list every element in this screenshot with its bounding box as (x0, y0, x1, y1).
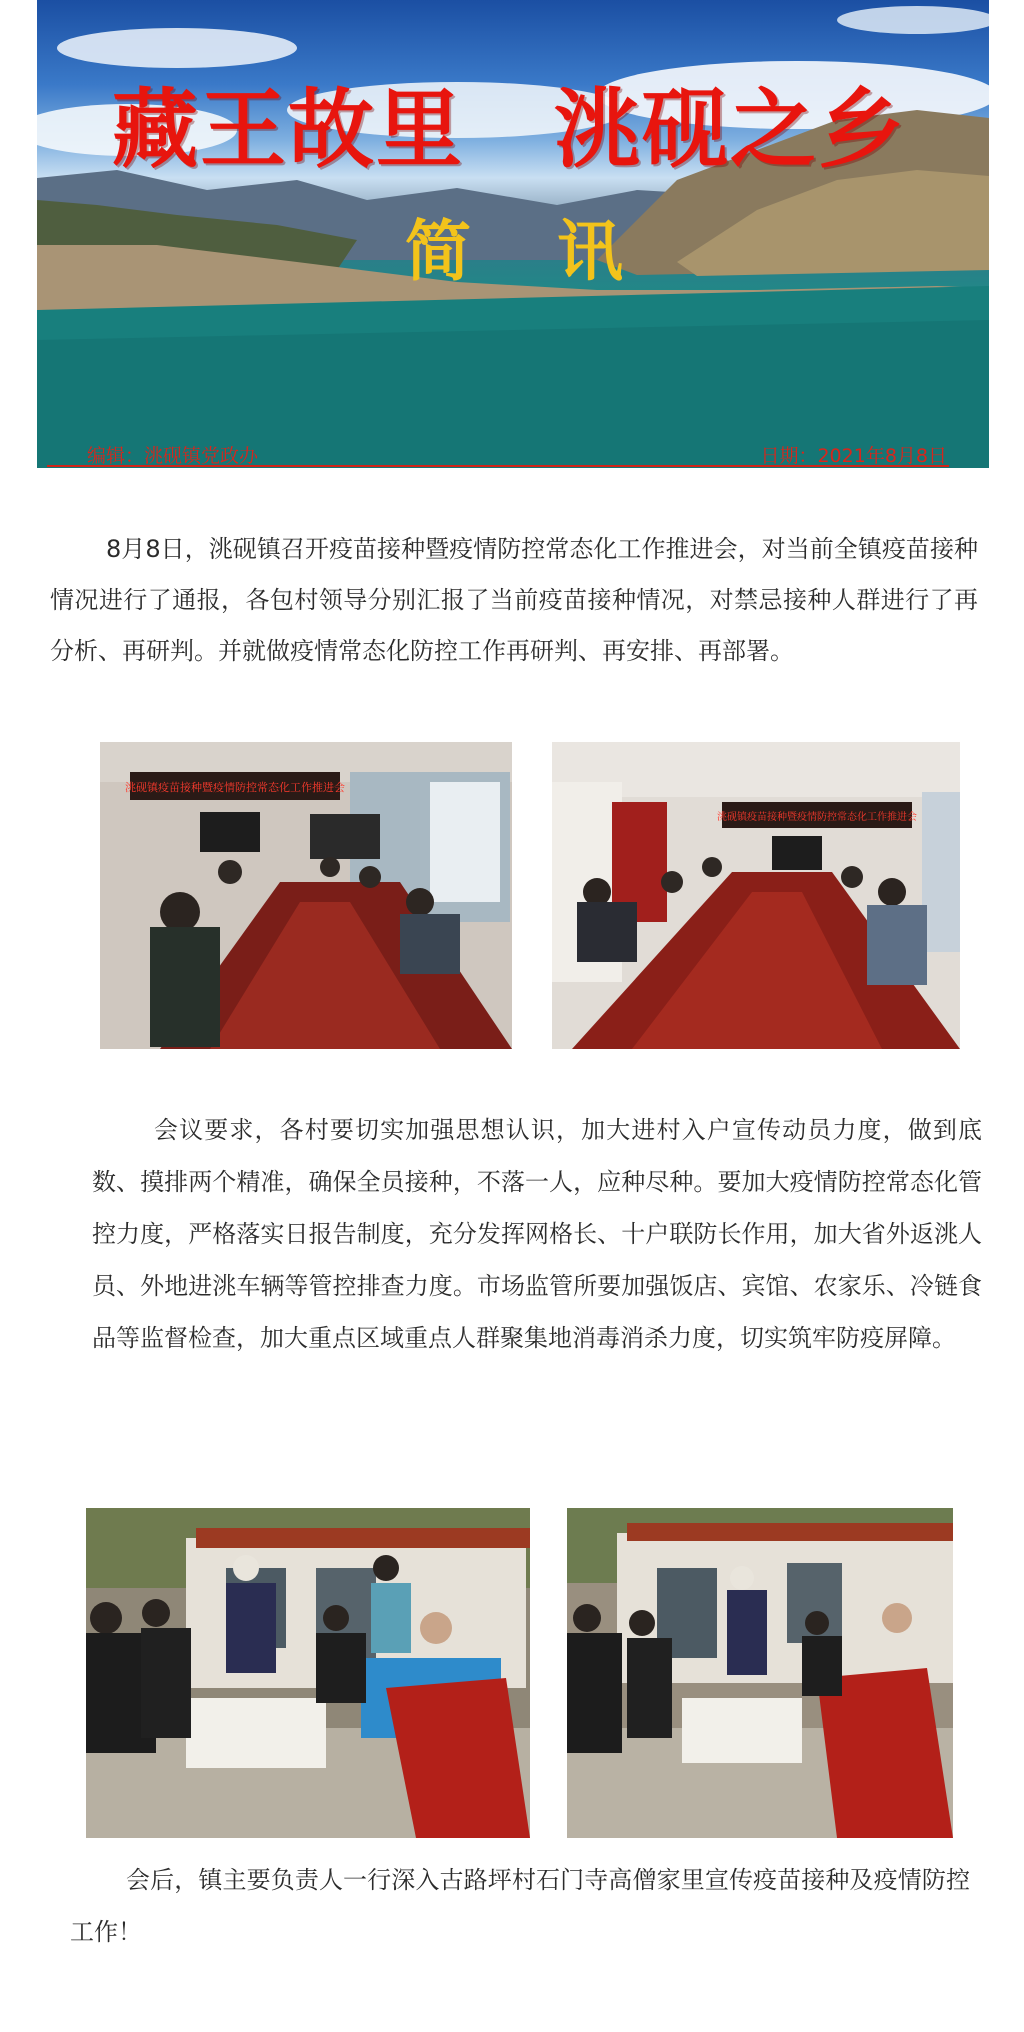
banner-title-left: 藏王故里 (112, 80, 464, 180)
meeting-photo-right (552, 742, 960, 1049)
led-banner-text: 洮砚镇疫苗接种暨疫情防控常态化工作推进会 (125, 781, 345, 794)
article-paragraph-3: 会后，镇主要负责人一行深入古路坪村石门寺高僧家里宣传疫苗接种及疫情防控工作！ (70, 1866, 970, 1946)
led-banner-text: 洮砚镇疫苗接种暨疫情防控常态化工作推进会 (717, 812, 917, 823)
article-paragraph-2: 会议要求，各村要切实加强思想认识，加大进村入户宣传动员力度，做到底数、摸排两个精准，确保全员接种，不落一人，应种尽种。要加大疫情防控常态化管控力度，严格落实日报告制度，充分发挥网格长、十户联防长作用，加大省外返洮人员、外地进洮车辆等管控排查力度。市场监管所要加强饭店、宾馆、农家乐、冷链食品等监督检查，加大重点区域重点人群聚集地消毒消杀力度，切实筑牢防疫屏障。 (92, 1116, 982, 1352)
visit-photo-right (567, 1508, 953, 1838)
visit-photo-left (86, 1508, 530, 1838)
banner-subtitle: 简讯 (405, 213, 709, 290)
banner-footer (37, 441, 989, 468)
editor-label: 编辑：洮砚镇党政办 (87, 445, 259, 467)
date-label: 日期：2021年8月8日 (760, 445, 947, 467)
article-paragraph-1: 8月8日，洮砚镇召开疫苗接种暨疫情防控常态化工作推进会，对当前全镇疫苗接种情况进行了通报，各包村领导分别汇报了当前疫苗接种情况，对禁忌接种人群进行了再分析、再研判。并就做疫情常态化防控工作再研判、再安排、再部署。 (50, 535, 978, 665)
banner-title (112, 60, 906, 184)
header-banner (37, 0, 989, 468)
banner-title-right: 洮砚之乡 (554, 80, 906, 180)
meeting-photo-left (100, 742, 512, 1049)
